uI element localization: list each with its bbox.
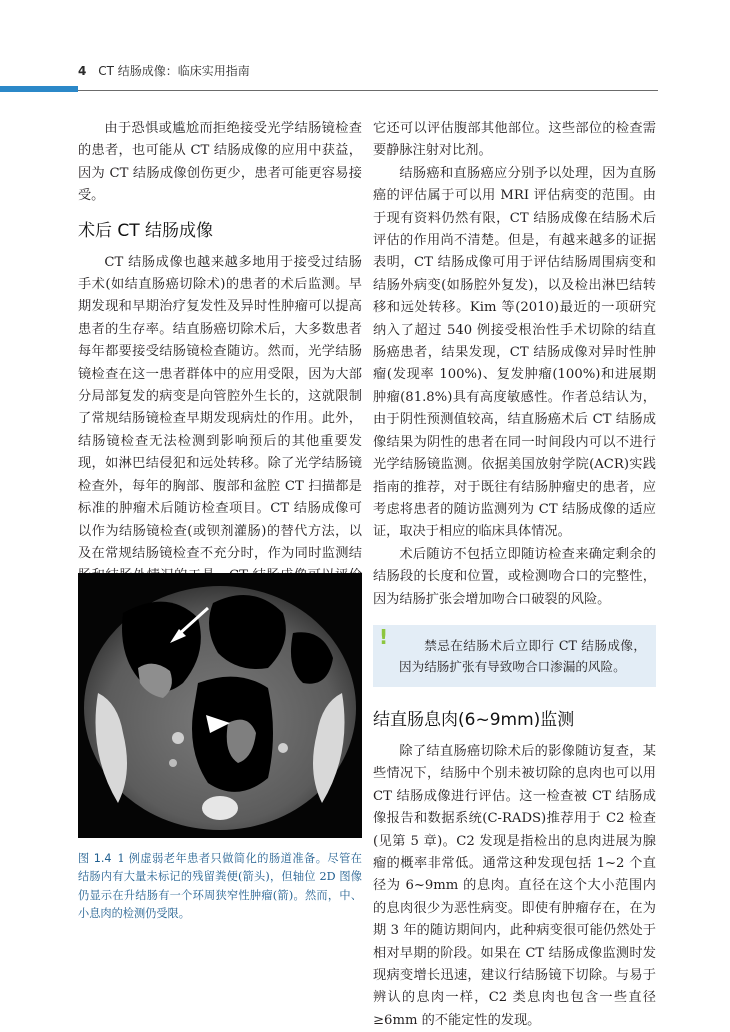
running-header	[78, 62, 658, 84]
postop-paragraph: CT 结肠成像也越来越多地用于接受过结肠手术(如结直肠癌切除术)的患者的术后监测。早期发现和早期治疗复发性及异时性肿瘤可以提高患者的生存率。结直肠癌切除术后，大多数患者每年都要接受结肠镜检查随访。然而，光学结肠镜检查在这一患者群体中的应用受限，因为大部分局部复发的病变是向管腔外生长的，这就限制了常规结肠镜检查早期发现病灶的作用。此外，结肠镜检查无法检测到影响预后的其他重要发现，如淋巴结侵犯和远处转移。除了光学结肠镜检查外，每年的胸部、腹部和盆腔 CT 扫描都是标准的肿瘤术后随访检查项目。CT 结肠成像可以作为结肠镜检查(或钡剂灌肠)的替代方法，以及在常规结肠镜检查不充分时，作为同时监测结	[78, 254, 362, 561]
ct-axial-image	[78, 573, 362, 838]
header-accent-bar	[0, 86, 78, 92]
intro-paragraph: 由于恐惧或尴尬而拒绝接受光学结肠镜检查的患者，也可能从 CT 结肠成像的应用中获益，因为 CT 结肠成像创伤更少，患者可能更容易接受。	[78, 121, 362, 204]
page-number: 4	[78, 64, 87, 78]
left-column	[78, 118, 362, 633]
polyp-paragraph: 除了结直肠癌切除术后的影像随访复查，某些情况下，结肠中个别未被切除的息肉也可以用 CT 结肠成像进行评估。这一检查被 CT 结肠成像报告和数据系统(C-RADS)推荐用于 C2 检查(见第 5 章)。C2 发现是指检出的息肉进展为腺瘤的概率非常低。通常这种发现包括 1~2 个直径为 6~9mm 的息肉。直径在这个大小范围内的息肉很少为恶性病变。即使有肿瘤存在，在为期 3 年的随访期间内，此种病变很可能仍然处于相对早期的阶段。如果在 CT 结肠成像监测时发现病变增长迅速，建议行结肠镜下切除。与易于辨认的息肉一样，C2 类息肉也包含一些直径≥6mm 的不能定性的发现。	[373, 743, 656, 1028]
ct-scan-illustration	[78, 573, 362, 838]
running-title: CT 结肠成像：临床实用指南	[98, 64, 250, 78]
figure-caption	[78, 850, 362, 924]
figure-caption-text: 1 例虚弱老年患者只做简化的肠道准备。尽管在结肠内有大量未标记的残留粪便(箭头)，但轴位 2D 图像仍显示在升结肠有一个环周狭窄性肿瘤(箭)。然而，中、小息肉的检测仍受限。	[78, 852, 362, 921]
header-rule	[78, 90, 658, 91]
right-paragraph-2: 结肠癌和直肠癌应分别予以处理，因为直肠癌的评估属于可以用 MRI 评估病变的范围。由于现有资料仍然有限，CT 结肠成像在结肠术后评估的作用尚不清楚。但是，有越来越多的证据表明，CT 结肠成像可用于评估结肠周围病变和结肠外病变(如肠腔外复发)，以及检出淋巴结转移和远处转移。Kim 等(2010)最近的一项研究纳入了超过 540 例接受根治性手术切除的结直肠癌患者，结果发现，CT 结肠成像对异时性肿瘤(发现率 100%)、复发肿瘤(100%)和进展期肿瘤(81.8%)具有高度敏感性。作者总结认为，由于阴性预测值较高，结直肠癌术后 CT 结肠成像结果为阴性的患者在同一时间段内可以不进行光学结肠镜监测。依据美国放射学院(ACR)实践指南的推荐，对于既往有结肠肿瘤史的患者，应考虑将患者的随访监测列为 CT 结肠成像的适应证，取决于相应的临床具体情况。	[373, 165, 656, 540]
warning-tip-box	[373, 625, 656, 687]
section-heading-postop: 术后 CT 结肠成像	[78, 220, 214, 241]
section-heading-polyp: 结直肠息肉(6~9mm)监测	[373, 709, 575, 730]
figure-label: 图 1.4	[78, 852, 112, 865]
right-paragraph-3: 术后随访不包括立即随访检查来确定剩余的结肠段的长度和位置，或检测吻合口的完整性，因为结肠扩张会增加吻合口破裂的风险。	[373, 546, 656, 607]
tip-text: 禁忌在结肠术后立即行 CT 结肠成像，因为结肠扩张有导致吻合口渗漏的风险。	[399, 637, 646, 674]
right-column	[373, 118, 656, 1032]
exclamation-icon: !	[379, 624, 389, 649]
right-paragraph-1: 它还可以评估腹部其他部位。这些部位的检查需要静脉注射对比剂。	[373, 121, 656, 159]
